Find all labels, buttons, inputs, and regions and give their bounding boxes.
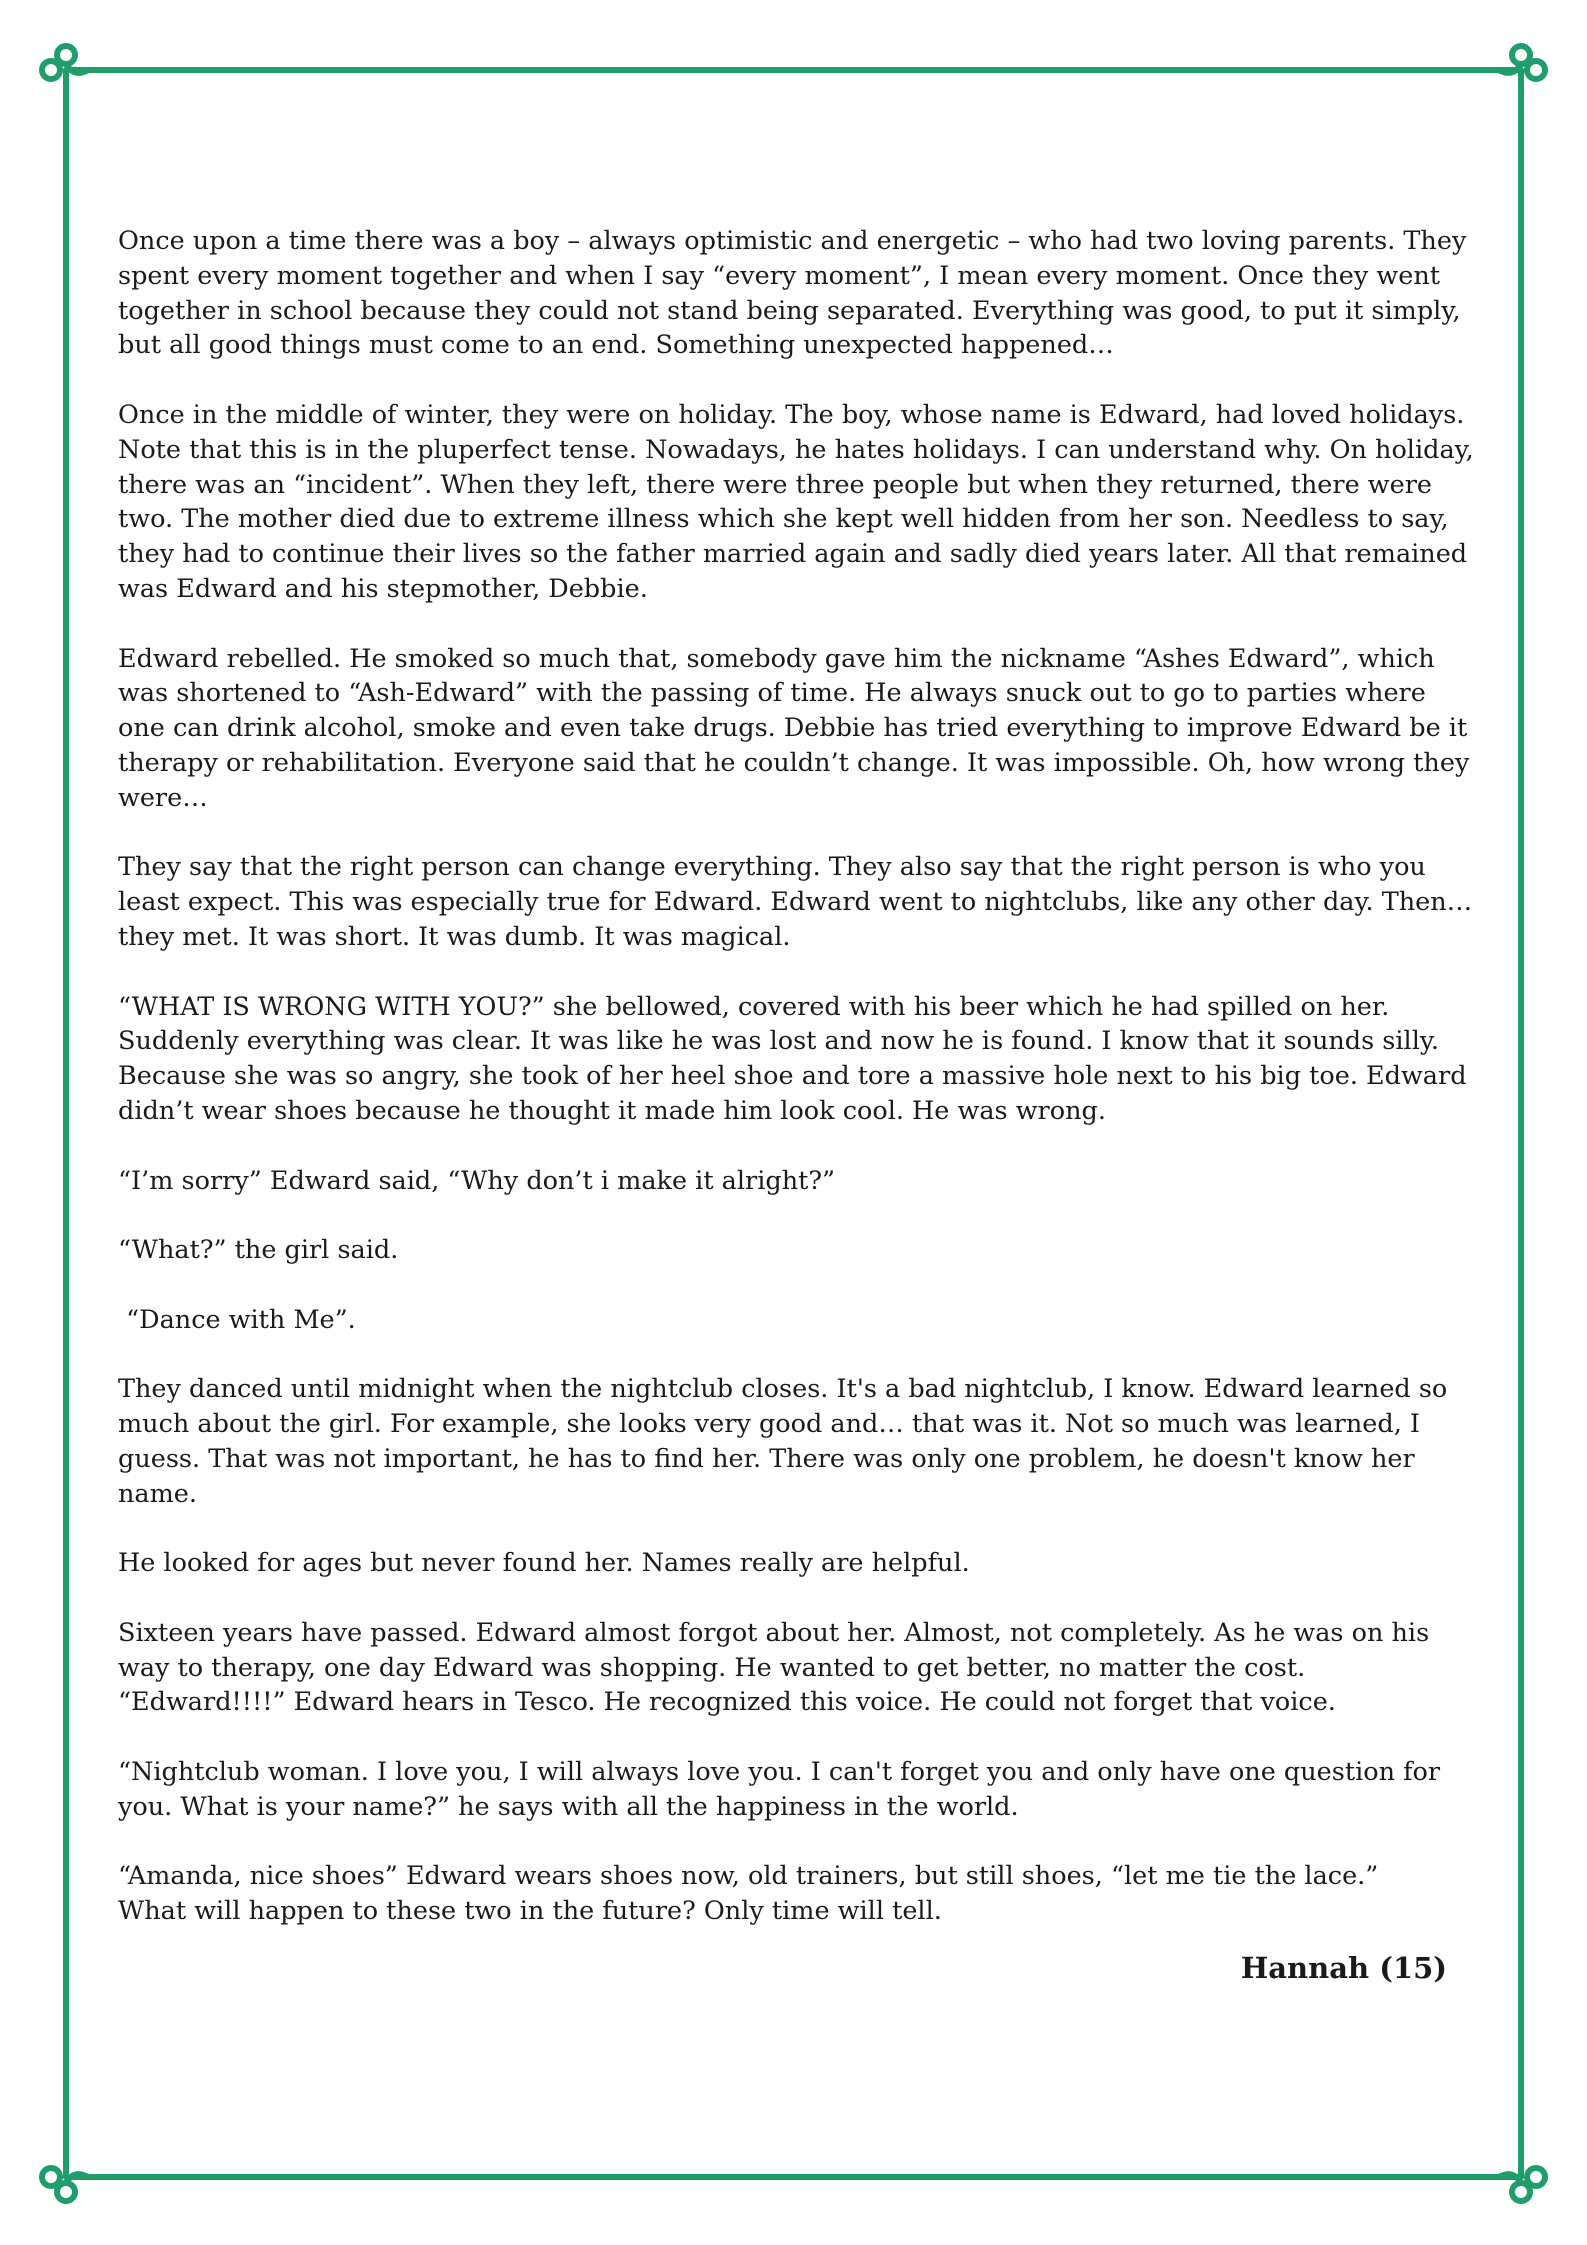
paragraph-13: “Amanda, nice shoes” Edward wears shoes now, old trainers, but still shoes, “let me tie the lace.” — [118, 1861, 1379, 1892]
paragraph-10: He looked for ages but never found her. Names really are helpful. — [118, 1548, 970, 1579]
paragraph-14: What will happen to these two in the future? Only time will tell. — [118, 1896, 942, 1927]
paragraph-1: Once upon a time there was a boy – always optimistic and energetic – who had two loving parents. They spent every moment together and when I say “every moment”, I mean every moment. Once they went together in school because they could not stand being separated. Everything was good, to put it simply, but all good things must come to an end. Something unexpected happened… — [118, 226, 1467, 361]
paragraph-8: “Dance with Me”. — [118, 1304, 356, 1335]
author-signature: Hannah (15) — [1240, 1951, 1447, 1985]
paragraph-6: “I’m sorry” Edward said, “Why don’t i make it alright?” — [118, 1165, 836, 1196]
paragraph-12: “Nightclub woman. I love you, I will always love you. I can't forget you and only have one question for you. What is your name?” he says with all the happiness in the world. — [118, 1757, 1441, 1822]
paragraph-4: They say that the right person can change everything. They also say that the right person is who you least expect. This was especially true for Edward. Edward went to nightclubs, like any other day. Then… they met. It was short. It was dumb. It was magical. — [118, 852, 1473, 952]
paragraph-3: Edward rebelled. He smoked so much that, somebody gave him the nickname “Ashes Edward”, which was shortened to “Ash-Edward” with the passing of time. He always snuck out to go to parties where one can drink alcohol, smoke and even take drugs. Debbie has tried everything to improve Edward be it therapy or rehabilitation. Everyone said that he couldn’t change. It was impossible. Oh, how wrong they were… — [118, 643, 1470, 813]
paragraph-11: Sixteen years have passed. Edward almost forgot about her. Almost, not completely. As he was on his way to therapy, one day Edward was shopping. He wanted to get better, no matter the cost. “Edward!!!!” Edward hears in Tesco. He recognized this voice. He could not forget that voice. — [118, 1617, 1430, 1718]
paragraph-2: Once in the middle of winter, they were on holiday. The boy, whose name is Edward, had loved holidays. Note that this is in the pluperfect tense. Nowadays, he hates holidays. I can understand why. On holiday, there was an “incident”. When they left, there were three people but when they returned, there were two. The mother died due to extreme illness which she kept well hidden from her son. Needless to say, they had to continue their lives so the father married again and sadly died years later. All that remained was Edward and his stepmother, Debbie. — [118, 399, 1474, 604]
story-body — [118, 224, 1478, 1964]
paragraph-9: They danced until midnight when the nightclub closes. It's a bad nightclub, I know. Edward learned so much about the girl. For example, she looks very good and… that was it. Not so much was learned, I guess. That was not important, he has to find her. There was only one problem, he doesn't know her name. — [118, 1374, 1448, 1509]
paragraph-5: “WHAT IS WRONG WITH YOU?” she bellowed, covered with his beer which he had spilled on her. Suddenly everything was clear. It was like he was lost and now he is found. I know that it sounds silly. Because she was so angry, she took of her heel shoe and tore a massive hole next to his big toe. Edward didn’t wear shoes because he thought it made him look cool. He was wrong. — [118, 991, 1467, 1126]
paragraph-7: “What?” the girl said. — [118, 1235, 399, 1266]
